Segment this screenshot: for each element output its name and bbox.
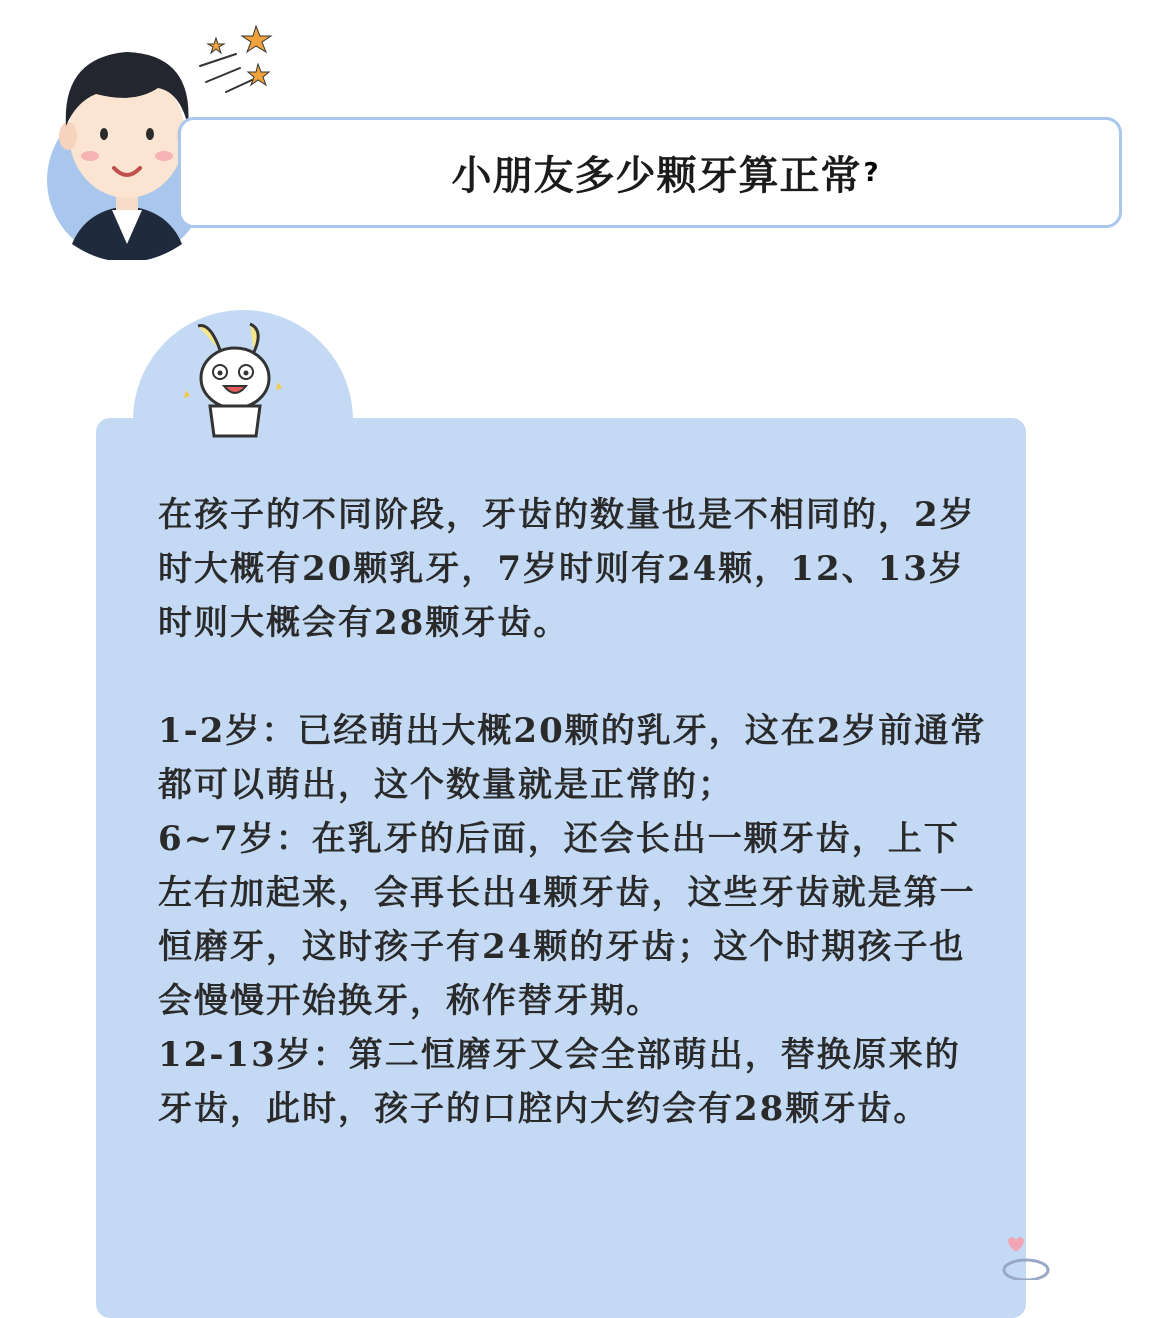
bunny-mascot-icon: [180, 320, 290, 440]
heart-ring-icon: [994, 1232, 1054, 1280]
article-content: [158, 488, 988, 1136]
sparkle-stars-icon: [196, 24, 280, 98]
intro-paragraph: 在孩子的不同阶段，牙齿的数量也是不相同的，2岁时大概有20颗乳牙，7岁时则有24颗，12、13岁时则大概会有28颗牙齿。: [158, 495, 976, 643]
title-question-mark: ?: [863, 157, 879, 188]
stage-1-2-paragraph: 1-2岁：已经萌出大概20颗的乳牙，这在2岁前通常都可以萌出，这个数量就是正常的；: [158, 711, 987, 805]
page-title: 小朋友多少颗牙算正常: [451, 153, 862, 199]
stage-6-7-paragraph: 6~7岁：在乳牙的后面，还会长出一颗牙齿，上下左右加起来，会再长出4颗牙齿，这些牙齿就是第一恒磨牙，这时孩子有24颗的牙齿；这个时期孩子也会慢慢开始换牙，称作替牙期。: [158, 819, 976, 1021]
title-box: [178, 117, 1122, 228]
stage-12-13-paragraph: 12-13岁：第二恒磨牙又会全部萌出，替换原来的牙齿，此时，孩子的口腔内大约会有28颗牙齿。: [158, 1035, 961, 1129]
